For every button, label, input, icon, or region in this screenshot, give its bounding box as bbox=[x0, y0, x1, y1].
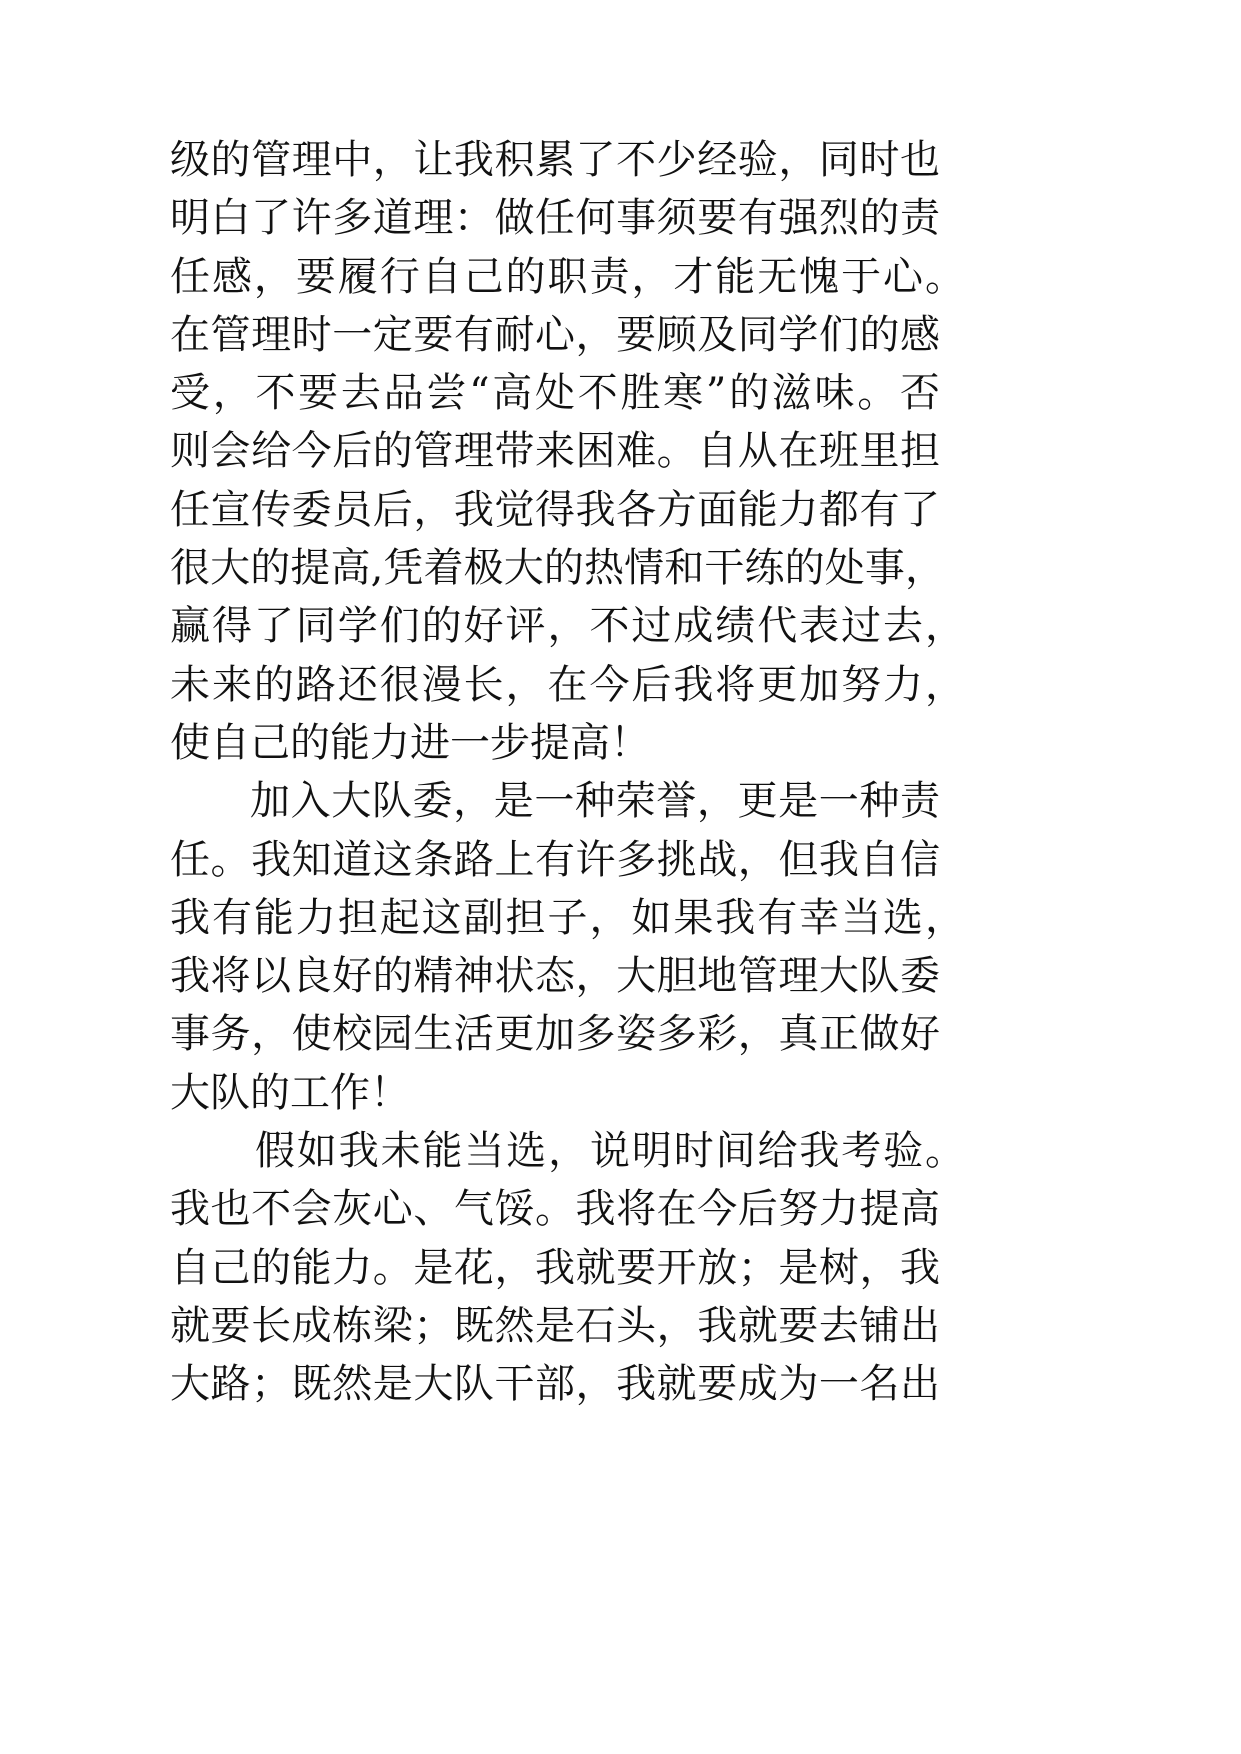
paragraph-3 bbox=[170, 1122, 970, 1413]
text-line: 自己的能力。是花，我就要开放；是树，我 bbox=[170, 1244, 940, 1291]
text-line: 在管理时一定要有耐心，要顾及同学们的感 bbox=[170, 311, 940, 358]
text-line: 就要长成栋梁；既然是石头，我就要去铺出 bbox=[170, 1302, 940, 1349]
paragraph-2 bbox=[170, 772, 970, 1122]
text-line: 使自己的能力进一步提高！ bbox=[170, 719, 650, 766]
text-line: 很大的提高,凭着极大的热情和干练的处事， bbox=[170, 545, 945, 592]
text-line: 我也不会灰心、气馁。我将在今后努力提高 bbox=[170, 1186, 940, 1233]
text-line: 任。我知道这条路上有许多挑战，但我自信 bbox=[170, 836, 940, 883]
text-line: 我将以良好的精神状态，大胆地管理大队委 bbox=[170, 953, 940, 1000]
text-line: 大队的工作！ bbox=[170, 1069, 410, 1116]
text-line: 级的管理中，让我积累了不少经验，同时也 bbox=[170, 137, 940, 183]
text-line: 任感，要履行自己的职责，才能无愧于心。 bbox=[170, 253, 965, 300]
text-line: 大路；既然是大队干部，我就要成为一名出 bbox=[170, 1361, 940, 1408]
text-line: 加入大队委，是一种荣誉，更是一种责 bbox=[250, 778, 940, 825]
body-text bbox=[170, 131, 970, 1414]
text-line: 则会给今后的管理带来困难。自从在班里担 bbox=[170, 428, 940, 475]
text-line: 假如我未能当选，说明时间给我考验。 bbox=[255, 1128, 965, 1175]
text-line: 明白了许多道理：做任何事须要有强烈的责 bbox=[170, 195, 940, 242]
text-line: 未来的路还很漫长，在今后我将更加努力， bbox=[170, 661, 965, 708]
text-line: 受，不要去品尝“高处不胜寒”的滋味。否 bbox=[170, 370, 940, 417]
text-line: 事务，使校园生活更加多姿多彩，真正做好 bbox=[170, 1011, 940, 1058]
paragraph-1 bbox=[170, 131, 970, 772]
text-line: 任宣传委员后，我觉得我各方面能力都有了 bbox=[170, 486, 940, 533]
text-line: 我有能力担起这副担子，如果我有幸当选， bbox=[170, 894, 965, 941]
text-line: 赢得了同学们的好评，不过成绩代表过去， bbox=[170, 603, 965, 650]
